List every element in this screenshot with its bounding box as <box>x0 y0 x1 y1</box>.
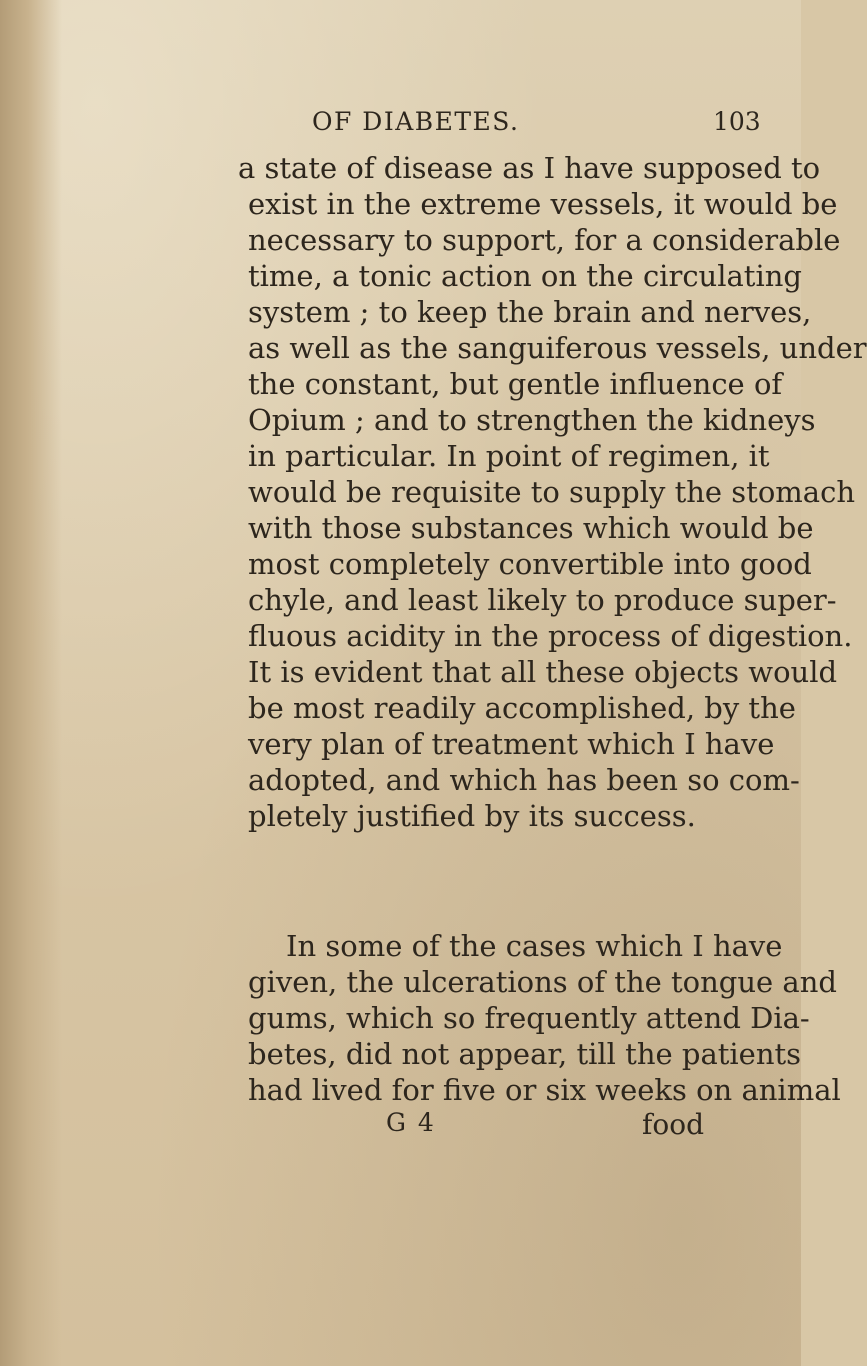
text-line: In some of the cases which I have <box>286 929 783 963</box>
page-footer <box>0 1108 801 1148</box>
text-line: fluous acidity in the process of digestion. <box>248 619 853 653</box>
text-line: pletely justified by its success. <box>248 799 696 833</box>
text-line: time, a tonic action on the circulating <box>248 259 802 293</box>
text-line: in particular. In point of regimen, it <box>248 439 770 473</box>
text-line: with those substances which would be <box>248 511 814 545</box>
text-line: given, the ulcerations of the tongue and <box>248 965 837 999</box>
text-line: be most readily accomplished, by the <box>248 691 796 725</box>
text-line: adopted, and which has been so com- <box>248 763 800 797</box>
text-line: system ; to keep the brain and nerves, <box>248 295 812 329</box>
text-line: gums, which so frequently attend Dia- <box>248 1001 810 1035</box>
text-line: the constant, but gentle influence of <box>248 367 783 401</box>
text-line: a state of disease as I have supposed to <box>238 151 821 185</box>
text-line: It is evident that all these objects would <box>248 655 838 689</box>
signature-mark: G 4 <box>386 1108 436 1137</box>
text-line: exist in the extreme vessels, it would be <box>248 187 838 221</box>
text-line: chyle, and least likely to produce super- <box>248 583 837 617</box>
page-gutter-shadow <box>0 0 62 1366</box>
text-line: betes, did not appear, till the patients <box>248 1037 802 1071</box>
page-number: 103 <box>713 107 761 136</box>
text-line: necessary to support, for a considerable <box>248 223 841 257</box>
text-line: as well as the sanguiferous vessels, under <box>248 331 867 365</box>
text-line: very plan of treatment which I have <box>248 727 775 761</box>
text-line: Opium ; and to strengthen the kidneys <box>248 403 816 437</box>
text-line: would be requisite to supply the stomach <box>248 475 856 509</box>
running-head-title: OF DIABETES. <box>312 107 520 136</box>
text-line: had lived for five or six weeks on animal <box>248 1073 841 1107</box>
catchword: food <box>642 1108 705 1141</box>
text-line: most completely convertible into good <box>248 547 812 581</box>
running-head <box>0 107 801 147</box>
